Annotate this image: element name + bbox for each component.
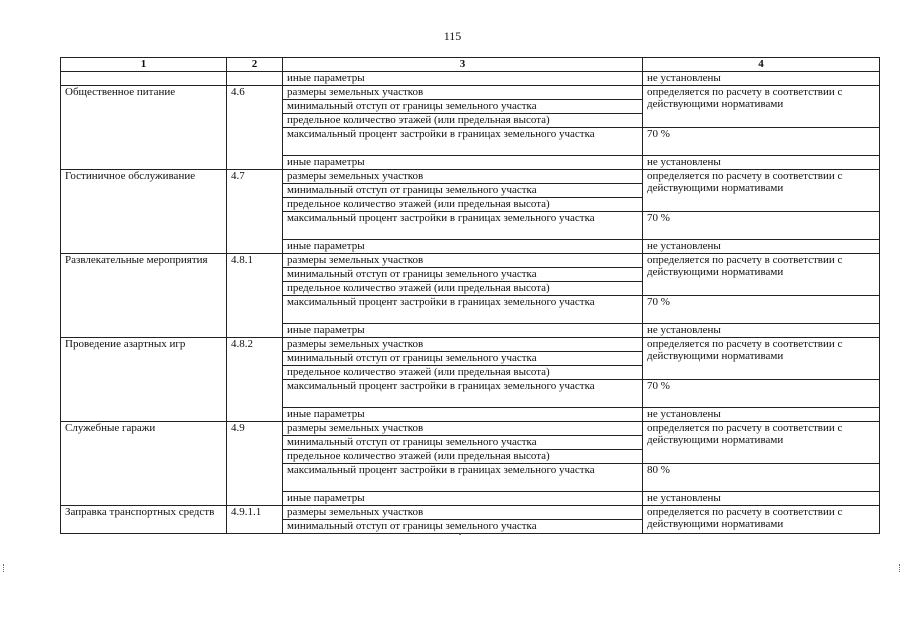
table-row [61,506,880,520]
value-cell: определяется по расчету в соответствии с действующими нормативами [643,170,880,212]
param-cell: минимальный отступ от границы земельного участка [283,268,643,282]
param-cell: иные параметры [283,156,643,170]
value-cell: определяется по расчету в соответствии с действующими нормативами [643,254,880,296]
code-cell: 4.8.2 [227,338,283,422]
param-cell: предельное количество этажей (или предельная высота) [283,450,643,464]
table-row [61,86,880,100]
param-cell: иные параметры [283,72,643,86]
param-cell: минимальный отступ от границы земельного участка [283,184,643,198]
table-row [61,338,880,352]
column-header: 3 [283,58,643,72]
table-row [61,254,880,268]
column-header: 4 [643,58,880,72]
code-cell: 4.9 [227,422,283,506]
value-cell: определяется по расчету в соответствии с действующими нормативами [643,86,880,128]
value-cell: определяется по расчету в соответствии с действующими нормативами [643,338,880,380]
param-cell: максимальный процент застройки в границах земельного участка [283,296,643,324]
name-cell: Заправка транспортных средств [61,506,227,534]
name-cell: Гостиничное обслуживание [61,170,227,254]
regulations-table [60,57,880,534]
value-cell: не установлены [643,72,880,86]
param-cell: иные параметры [283,240,643,254]
param-cell: минимальный отступ от границы земельного участка [283,100,643,114]
value-cell: 80 % [643,464,880,492]
param-cell: иные параметры [283,408,643,422]
table-row [61,422,880,436]
column-header: 2 [227,58,283,72]
param-cell: размеры земельных участков [283,86,643,100]
param-cell: максимальный процент застройки в границах земельного участка [283,212,643,240]
value-cell: не установлены [643,408,880,422]
name-cell: Служебные гаражи [61,422,227,506]
param-cell: максимальный процент застройки в границах земельного участка [283,380,643,408]
code-cell: 4.8.1 [227,254,283,338]
param-cell: минимальный отступ от границы земельного участка [283,352,643,366]
param-cell: предельное количество этажей (или предельная высота) [283,366,643,380]
table-row [61,170,880,184]
param-cell: размеры земельных участков [283,170,643,184]
code-cell [227,72,283,86]
param-cell: иные параметры [283,324,643,338]
param-cell: максимальный процент застройки в границах земельного участка [283,128,643,156]
page-number: 115 [443,29,462,43]
param-cell: размеры земельных участков [283,506,643,520]
left-edge-mark [3,564,5,572]
table-header-row [61,58,880,72]
value-cell: 70 % [643,212,880,240]
value-cell: 70 % [643,128,880,156]
param-cell: иные параметры [283,492,643,506]
param-cell: минимальный отступ от границы земельного участка [283,436,643,450]
param-cell: предельное количество этажей (или предельная высота) [283,198,643,212]
name-cell: Развлекательные мероприятия [61,254,227,338]
value-cell: 70 % [643,380,880,408]
param-cell: размеры земельных участков [283,254,643,268]
value-cell: не установлены [643,240,880,254]
scan-speck [459,533,461,535]
param-cell: размеры земельных участков [283,422,643,436]
value-cell: не установлены [643,324,880,338]
value-cell: определяется по расчету в соответствии с действующими нормативами [643,422,880,464]
right-edge-mark [899,564,901,572]
value-cell: не установлены [643,156,880,170]
code-cell: 4.9.1.1 [227,506,283,534]
value-cell: не установлены [643,492,880,506]
param-cell: минимальный отступ от границы земельного участка [283,520,643,534]
value-cell: определяется по расчету в соответствии с действующими нормативами [643,506,880,534]
column-header: 1 [61,58,227,72]
code-cell: 4.6 [227,86,283,170]
name-cell [61,72,227,86]
param-cell: предельное количество этажей (или предельная высота) [283,114,643,128]
table-row [61,72,880,86]
value-cell: 70 % [643,296,880,324]
name-cell: Проведение азартных игр [61,338,227,422]
param-cell: размеры земельных участков [283,338,643,352]
name-cell: Общественное питание [61,86,227,170]
param-cell: предельное количество этажей (или предельная высота) [283,282,643,296]
param-cell: максимальный процент застройки в границах земельного участка [283,464,643,492]
code-cell: 4.7 [227,170,283,254]
